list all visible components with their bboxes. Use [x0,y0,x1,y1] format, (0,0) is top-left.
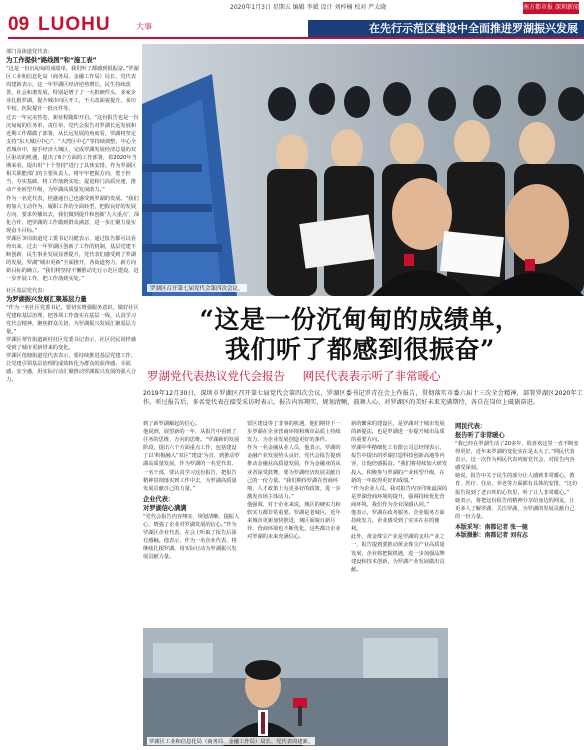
section-name: LUOHU [38,14,111,35]
left-paragraph: “作为一名社区党委书记，要切实增强服务意识，做好社区党建和基层治理，把各项工作落实在基层一线，认真学习党代会精神，聚焦群众关切，为罗湖振兴发展汇聚基层力量。” [6,304,139,335]
page-number: 09 [8,14,30,35]
date-line: 2020年1月3日 星期五 编辑 李斌 设计 刘梓楠 校对 严太晓 [230,4,387,11]
left-heading-1: 为工作提供“路线图”和“施工表” [6,57,97,64]
left-paragraph: 罗湖区笋岗街道党工委书记冯健表示，通过报告都可以看得出来，过去一年罗湖区创新了工作的机制，基层党建不断创新、民生事业发展显著提升，党代表们感受到了罗湖的发展，罗湖“城市更新”全面推开，各街道努力，新方向新目标的确立。“我们将坚持不懈推动先行示范区建设，进一步开展工作，把工作落到实处。” [6,235,139,283]
section-subtitle: 大事 [136,22,152,31]
header-divider [8,37,584,39]
body-paragraph: “党代会报告内容翔实、规划清晰，提振人心，增强了企业对罗湖发展的信心。”作为罗湖区企业代表，在会上听取了报告后深有感触。他表示，作为一名企业代表，将继续扎根罗湖，用实际行动为罗湖振兴发展贡献力量。 [143,513,240,561]
subsection-label: 网民代表： [455,423,486,430]
photo-caption: 罗湖区召开第七届党代会第四次会议。 [147,284,247,292]
body-paragraph: 到了新罗湖崛起的信心。 [143,421,201,427]
body-paragraph: 作为一名金融从业人员，他表示，罗湖的金融产业发展势头良好，党代会报告提到推动金融业高质量发展，作为金融业的从业者深受鼓舞，要为罗湖经济发展贡献自己的一份力量。“我们期待罗湖在营商环境、人才政策上有更多好的政策，进一步激发市场主体活力。” [247,445,341,500]
left-paragraph: 罗湖区翠竹街道新村社区党委书记表示，社区居民同样感受到了城市更新带来的变化。 [6,336,136,351]
body-paragraph: 他强调，对于企业来说，城区的硬实力和软实力都非常重要。罗湖是老城区，近年来城市更新加快推进，城区面貌日新月异，营商环境也不断优化，这些都让企业对罗湖的未来充满信心。 [247,501,341,541]
left-paragraph: 罗湖区莲塘街道党代表表示，要持续推进基层党建工作，让党建引领基层治理的成效转化为群众的获得感、幸福感、安全感，用实际行动汇聚推动罗湖振兴发展的强大合力。 [6,353,136,384]
body-paragraph: 她表示，将把这份报告的精神分享给身边的网友，让更多人了解罗湖、关注罗湖，为罗湖的发展贡献自己的一份力量。 [455,497,575,520]
body-paragraph: 新的繁荣的建设区，是罗湖对于城市发展的新提法，也是罗湖进一步提升城市品质的重要方向。 [351,421,445,444]
subheadline [145,368,577,384]
body-paragraph: “我已经在罗湖生活了20多年，很喜欢这里一直不断变得更好，近年来罗湖的变化实在是太大了。”网民代表表示，这一次作为网民代表列席党代会，对报告内容感受深刻。 [455,441,579,472]
body-column-4 [455,420,579,742]
left-paragraph: “这是一份沉甸甸的成绩单，我们听了都感到很振奋。”罗湖区工业和信息化局（商务局、金融工作局）局长、党代表周建新表示，这一年罗湖区经济逆势增长，民生持续改善，社会和谐发展，特别是增了了一大批硬件头，多家企业扎根罗湖，提升城市向区开工，不大改面貌提升，多历半校，医院提升一批百件等。 [6,66,139,113]
interview-photo-image [143,628,448,746]
subsection-title: 对罗湖信心满满 [143,504,187,512]
interview-photo-caption: 罗湖区工业和信息化局（商务局、金融工作局）局长、党代表周建新。 [149,739,314,745]
reporter-credits: 本版采写：南都记者 张一驰 本版摄影：南都记者 刘有志 [455,523,528,540]
headline-line-2: 我们听了都感到很振奋” [225,335,495,364]
subsection-label: 企业代表： [143,495,174,503]
body-paragraph: 他说到，展望新的一年，从报告中看到了任务的思维、方向的思维。“罗湖新的发展阶段，提出六个方面重点工作，包括建设了以‘积极融入“双区”建设’为首，到推动罗湖高质量发展，作为罗湖的一名党代表、一名干部，要认真学习这份报告，把报告精神贯彻落实到工作中去，为罗湖高质量发展贡献自己的力量。” [143,429,240,492]
subheadline-b: 网民代表表示听了非常暖心 [302,369,441,383]
headline [145,305,575,365]
body-paragraph: “作为企业人员，我对报告内容印象最深的是罗湖营商环境的提升，强调持续优化营商环境，我们作为企业深感认同。” [351,485,448,508]
left-paragraph: 过去一年完美答卷，新征程随即开启。“这份报告也是一份沉甸甸的任务单、责任单、党代会报告对罗湖长远发展和近期工作都做了部署，从长远发展的角度看，罗湖将坚定支持“东大城区中心”、“大湾区中心”等持续调整，中心全省城市中，接手经济大城区，完成罗湖发展经济总量的双区驱动的机遇，提出了6个方面的工作部署，着2020年当期来看，提出用“十个坚持”进行了具体安排。作为罗湖区相关职能部门的主要负责人，将牢牢把握方向，勇于担当，夯实基础，将工作落到实处；促进和门高质应速，推动产业转型升级，为罗湖高质量发展助力。” [6,114,139,194]
body-paragraph: 贸区建设等了非事的机遇，他们期待下一步罗湖在企业营商环境和城市品质上持续发力，为企业发展创造更好的条件。 [247,421,341,444]
left-paragraph: 作为一名党代表，桂盛通自己也感受到罗湖的发展。“我们将加大主动作为、履职工作的全面转型，把握良好的发展方向，要求传播出去，我们做到提升和创新‘九大重点’，深化合作、把罗湖的工作做到群众满意，进一步汇聚力量实现奋斗目标。” [6,195,140,234]
body-paragraph: 此外，黄金珠宝产业是罗湖的支柱产业之一，报告提到要推动黄金珠宝产业高质量发展，企业将把握机遇，进一步加强品牌建设和技术创新，为罗湖产业发展做出贡献。 [351,534,445,573]
conference-photo-image [142,44,584,296]
body-paragraph: 他表示，罗湖在政务服务、企业服务方面持续发力，企业感受到了实实在在的便利。 [351,510,445,533]
body-paragraph: 她说，报告中关于民生的部分让人感到非常暖心，教育、医疗、住房、养老等方面都有具体的安排，“这份报告说到了老百姓的心坎里，听了让人非常暖心。” [455,473,578,496]
headline-line-1: “这是一份沉甸甸的成绩单， [199,305,521,334]
conference-photo [142,44,584,296]
page-banner: 在先行示范区建设中全面推进罗湖振兴发展 [308,20,584,37]
left-heading-2: 社区基层党代表： [6,287,48,294]
subsection-title: 报告听了非常暖心 [455,432,505,439]
body-paragraph: 罗湖中华精细化工有限公司总经理表示，报告中提出的罗湖打造科技创新高地等内容，让他倍感振奋。“我们将持续加大研发投入，积极参与罗湖的产业转型升级，在新的一年取得更好的成绩。” [351,445,448,484]
left-column-article [6,48,140,628]
interview-photo [143,628,448,746]
masthead [0,0,584,38]
subheadline-a: 罗湖党代表热议党代会报告 [147,369,285,383]
newspaper-logo: 南方都市报 深圳新闻 [523,2,579,14]
left-intro: 部门及街道党代表： [6,49,53,55]
lead-paragraph: 2019年12月30日，深圳市罗湖区召开第七届党代会第四次会议，罗湖区委书记罗青在会上作报告，贯彻落实市委六届十三次全会精神，部署罗湖区2020年工作。听过报告后，多名党代表在接受采访时表示，报告内容翔实，规划清晰，鼓舞人心，对罗湖区的美好未来充满期待，各自在岗位上砥砺奋进。 [143,390,583,406]
left-heading-2b: 为罗湖振兴发展汇聚基层力量 [6,295,87,303]
